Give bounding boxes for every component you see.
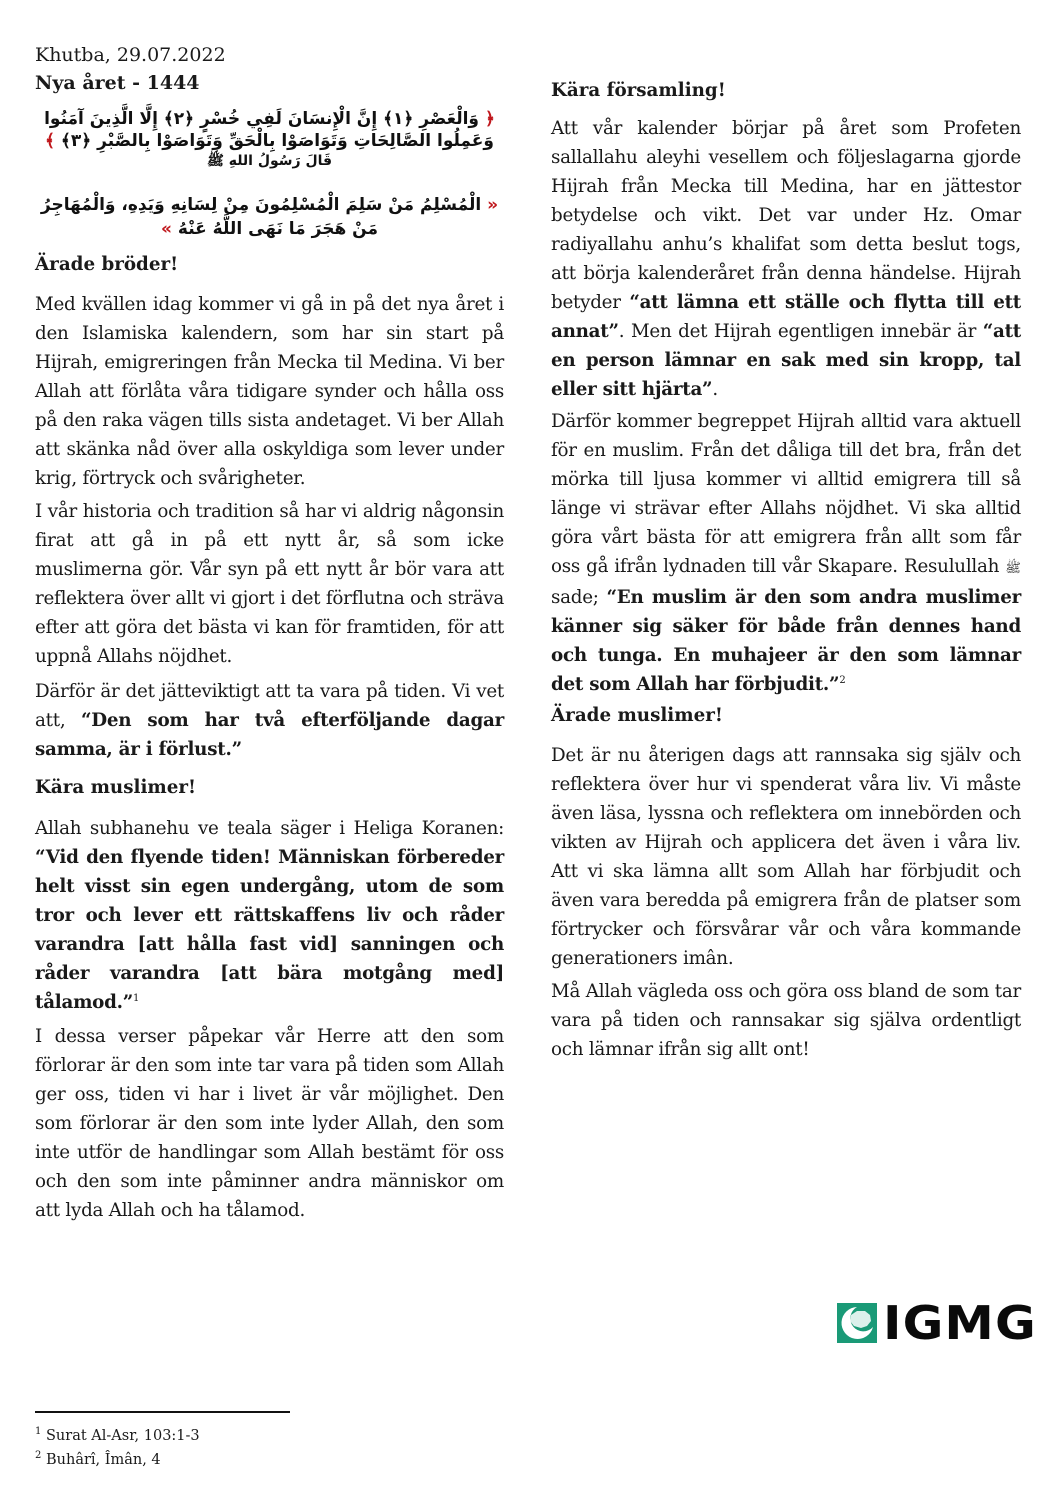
paragraph: I dessa verser påpekar vår Herre att den som förlorar är den som inte tar vara på tiden som Allah ger oss, tiden vi har i livet är vår möjlighet. Den som förlorar är den som inte lyder Allah, den som inte utför de handlingar som Allah bestämt för oss och den som inte påminner andra människor om att lyda Allah och ha tålamod.: [35, 1026, 504, 1221]
paragraph: [551, 407, 1021, 699]
paragraph-lead: Att vår kalender börjar på året som Profeten sallallahu aleyhi vesellem och följeslagarna gjorde Hijrah från Mecka till Medina, har en jättestor betydelse och vikt. Det var under Hz. Omar radiyallahu anhu’s khalifat som detta beslut togs, att börja kalenderåret från denna händelse. Hijrah betyder: [551, 118, 1021, 313]
hadith-open-quote: «: [487, 195, 499, 215]
paragraph: [35, 677, 504, 764]
paragraph: I vår historia och tradition så har vi aldrig någonsin firat att gå in på ett nytt år, så som icke muslimerna gör. Vår syn på ett nytt år bör vara att reflektera över allt vi gjort i det förflutna och sträva efter att göra det bästa vi kan för framtiden, för att uppnå Allahs nöjdhet.: [35, 501, 504, 667]
hadith-close-quote: »: [161, 219, 172, 239]
paragraph-lead: Allah subhanehu ve teala säger i Heliga Koranen:: [35, 818, 504, 839]
footnote-text: Buhârî, Îmân, 4: [45, 1451, 161, 1468]
footnote-number: 1: [35, 1426, 42, 1437]
footnote-1: [35, 1422, 200, 1446]
paragraph: Det är nu återigen dags att rannsaka sig själv och reflektera över hur vi spenderat våra liv. Vi måste även läsa, lyssna och reflektera om innebörden och vikten av Hijrah och applicera det även i våra liv. Att vi ska lämna allt som Allah har förbjudit och även vara beredda på emigrera från de platser som förtrycker och försvårar vår och våra kommande generationers imân.: [551, 745, 1021, 969]
footnote-number: 2: [35, 1450, 42, 1461]
paragraph-mid: . Men det Hijrah egentligen innebär är: [618, 321, 983, 342]
paragraph: Må Allah vägleda oss och göra oss bland de som tar vara på tiden och rannsakar sig själva ordentligt och lämnar ifrån sig allt ont!: [551, 981, 1021, 1060]
verse-open-bracket: ﴿: [484, 109, 495, 129]
verse-close-bracket: ﴾: [44, 131, 55, 151]
heading-kara-forsamling: Kära församling!: [551, 80, 726, 101]
paragraph-lead: Därför kommer begreppet Hijrah alltid vara aktuell för en muslim. Från det dåliga till det bra, från det mörka till ljusa kommer vi alltid emigrera till så länge vi strävar efter Allahs nöjdhet. Vi ska alltid göra vårt bästa för att emigrera från allt som får oss gå ifrån lydnaden till vår Skapare. Resulullah: [551, 411, 1021, 577]
paragraph-lead: Därför är det jätteviktigt att ta vara på tiden. Vi vet att,: [35, 681, 504, 731]
quote: “att lämna ett ställe och flytta till ett annat”: [551, 292, 1021, 342]
hadith-attribution: قَالَ رَسُولُ اللهِ ﷺ: [206, 153, 333, 169]
paragraph: [35, 814, 504, 1017]
footnote-ref-1[interactable]: 1: [133, 992, 140, 1004]
crescent-map-icon: [837, 1303, 877, 1343]
document-title: Nya året - 1444: [35, 72, 200, 94]
salawat-icon: ﷺ: [1005, 561, 1021, 576]
quote: “att en person lämnar en sak med sin kropp, tal eller sitt hjärta”: [551, 321, 1021, 400]
igmg-logo: [837, 1296, 1037, 1350]
arabic-hadith: [35, 193, 504, 241]
hadith-text: الْمُسْلِمُ مَنْ سَلِمَ الْمُسْلِمُونَ مِنْ لِسَانِهِ وَيَدِهِ، وَالْمُهَاجِرُ مَنْ هَجَرَ مَا نَهَى اللَّهُ عَنْهُ: [40, 195, 482, 239]
heading-arade-broder: Ärade bröder!: [35, 254, 179, 275]
verse-text: وَالْعَصْرِ ﴿١﴾ إِنَّ الْإِنسَانَ لَفِي خُسْرٍ ﴿٢﴾ إِلَّا الَّذِينَ آمَنُوا وَعَمِلُوا الصَّالِحَاتِ وَتَوَاصَوْا بِالْحَقِّ وَتَوَاصَوْا بِالصَّبْرِ ﴿٣﴾: [44, 109, 494, 151]
logo-text: IGMG: [883, 1296, 1037, 1350]
footnote-ref-2[interactable]: 2: [839, 674, 846, 686]
paragraph-end: .: [712, 379, 718, 400]
arabic-verse: [35, 108, 504, 152]
footnote-divider: [35, 1411, 290, 1413]
quran-quote: “Vid den flyende tiden! Människan förbereder helt visst sin egen undergång, utom de som tror och lever ett rättskaffens liv och råder varandra [att hålla fast vid] sanningen och råder varandra [att bära motgång med] tålamod.”: [35, 847, 504, 1013]
footnote-text: Surat Al-Asr, 103:1-3: [45, 1427, 200, 1444]
paragraph: [551, 114, 1021, 404]
footnote-2: [35, 1446, 161, 1470]
paragraph-mid: sade;: [551, 587, 607, 608]
paragraph: Med kvällen idag kommer vi gå in på det nya året i den Islamiska kalendern, som har sin start på Hijrah, emigreringen från Mecka til Medina. Vi ber Allah att förlåta våra tidigare synder och hålla oss på den raka vägen tills sista andetaget. Vi ber Allah att skänka nåd över alla oskyldiga som lever under krig, förtryck och svårigheter.: [35, 294, 504, 489]
quote: “Den som har två efterföljande dagar samma, är i förlust.”: [35, 710, 504, 760]
hadith-quote: “En muslim är den som andra muslimer känner sig säker för både från dennes hand och tunga. En muhajeer är den som lämnar det som Allah har förbjudit.”: [551, 587, 1021, 695]
document-date: Khutba, 29.07.2022: [35, 44, 226, 66]
heading-kara-muslimer: Kära muslimer!: [35, 777, 197, 798]
heading-arade-muslimer: Ärade muslimer!: [551, 705, 723, 726]
